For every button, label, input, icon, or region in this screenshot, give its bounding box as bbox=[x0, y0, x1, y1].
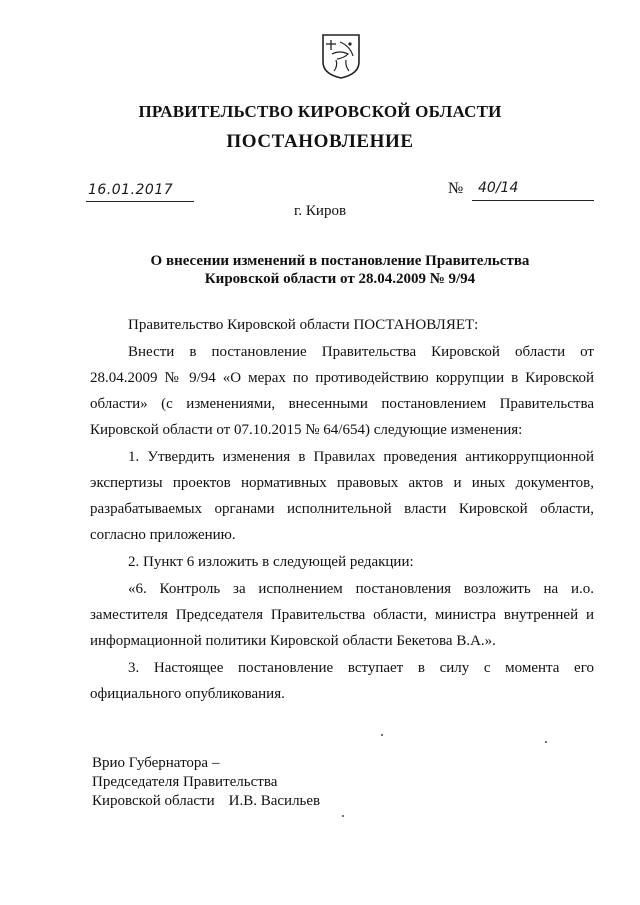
document-date-field bbox=[86, 181, 194, 202]
number-sign: № bbox=[448, 180, 464, 197]
document-type-title: ПОСТАНОВЛЕНИЕ bbox=[226, 131, 414, 152]
document-body bbox=[90, 312, 594, 707]
paragraph-main: Внести в постановление Правительства Кировской области от 28.04.2009 № 9/94 «О мерах по противодействию коррупции в Кировской области» (с изменениями, внесенными постановлением Правительства Кировской области от 07.10.2015 № 64/654) следующие изменения: bbox=[90, 344, 594, 438]
document-subject bbox=[120, 252, 560, 288]
subject-line-1: О внесении изменений в постановление Правительства bbox=[150, 253, 530, 269]
signatory-name: И.В. Васильев bbox=[228, 793, 321, 809]
number-underline bbox=[472, 200, 594, 201]
organization-title: ПРАВИТЕЛЬСТВО КИРОВСКОЙ ОБЛАСТИ bbox=[138, 102, 502, 121]
signature-line-2: Председателя Правительства bbox=[92, 774, 278, 790]
signature-block bbox=[92, 754, 320, 811]
city: г. Киров bbox=[293, 203, 347, 219]
paragraph-item-6-text: «6. Контроль за исполнением постановления возложить на и.о. заместителя Председателя Правительства области, министра внутренней и информационной политики Кировской области Бекетова В.А.». bbox=[90, 581, 594, 649]
signature-line-3 bbox=[92, 792, 320, 811]
subject-line-2: Кировской области от 28.04.2009 № 9/94 bbox=[204, 271, 476, 287]
scan-speck bbox=[381, 734, 383, 736]
paragraph-item-1: 1. Утвердить изменения в Правилах проведения антикоррупционной экспертизы проектов нормативных правовых актов и иных документов, разрабатываемых органами исполнительной власти Кировской области, согласно приложению. bbox=[90, 449, 594, 543]
document-date: 16.01.2017 bbox=[88, 182, 174, 198]
paragraph-preamble: Правительство Кировской области ПОСТАНОВЛЯЕТ: bbox=[128, 317, 479, 333]
kirov-region-coat-of-arms-icon bbox=[320, 32, 362, 80]
document-number: 40/14 bbox=[478, 180, 519, 196]
scan-speck bbox=[342, 815, 344, 817]
paragraph-item-3: 3. Настоящее постановление вступает в силу с момента его официального опубликования. bbox=[90, 660, 594, 702]
scan-speck bbox=[545, 741, 547, 743]
signature-org: Кировской области bbox=[92, 793, 215, 809]
paragraph-item-2: 2. Пункт 6 изложить в следующей редакции: bbox=[128, 554, 414, 570]
document-number-field bbox=[448, 180, 596, 202]
signature-line-1: Врио Губернатора – bbox=[92, 755, 220, 771]
